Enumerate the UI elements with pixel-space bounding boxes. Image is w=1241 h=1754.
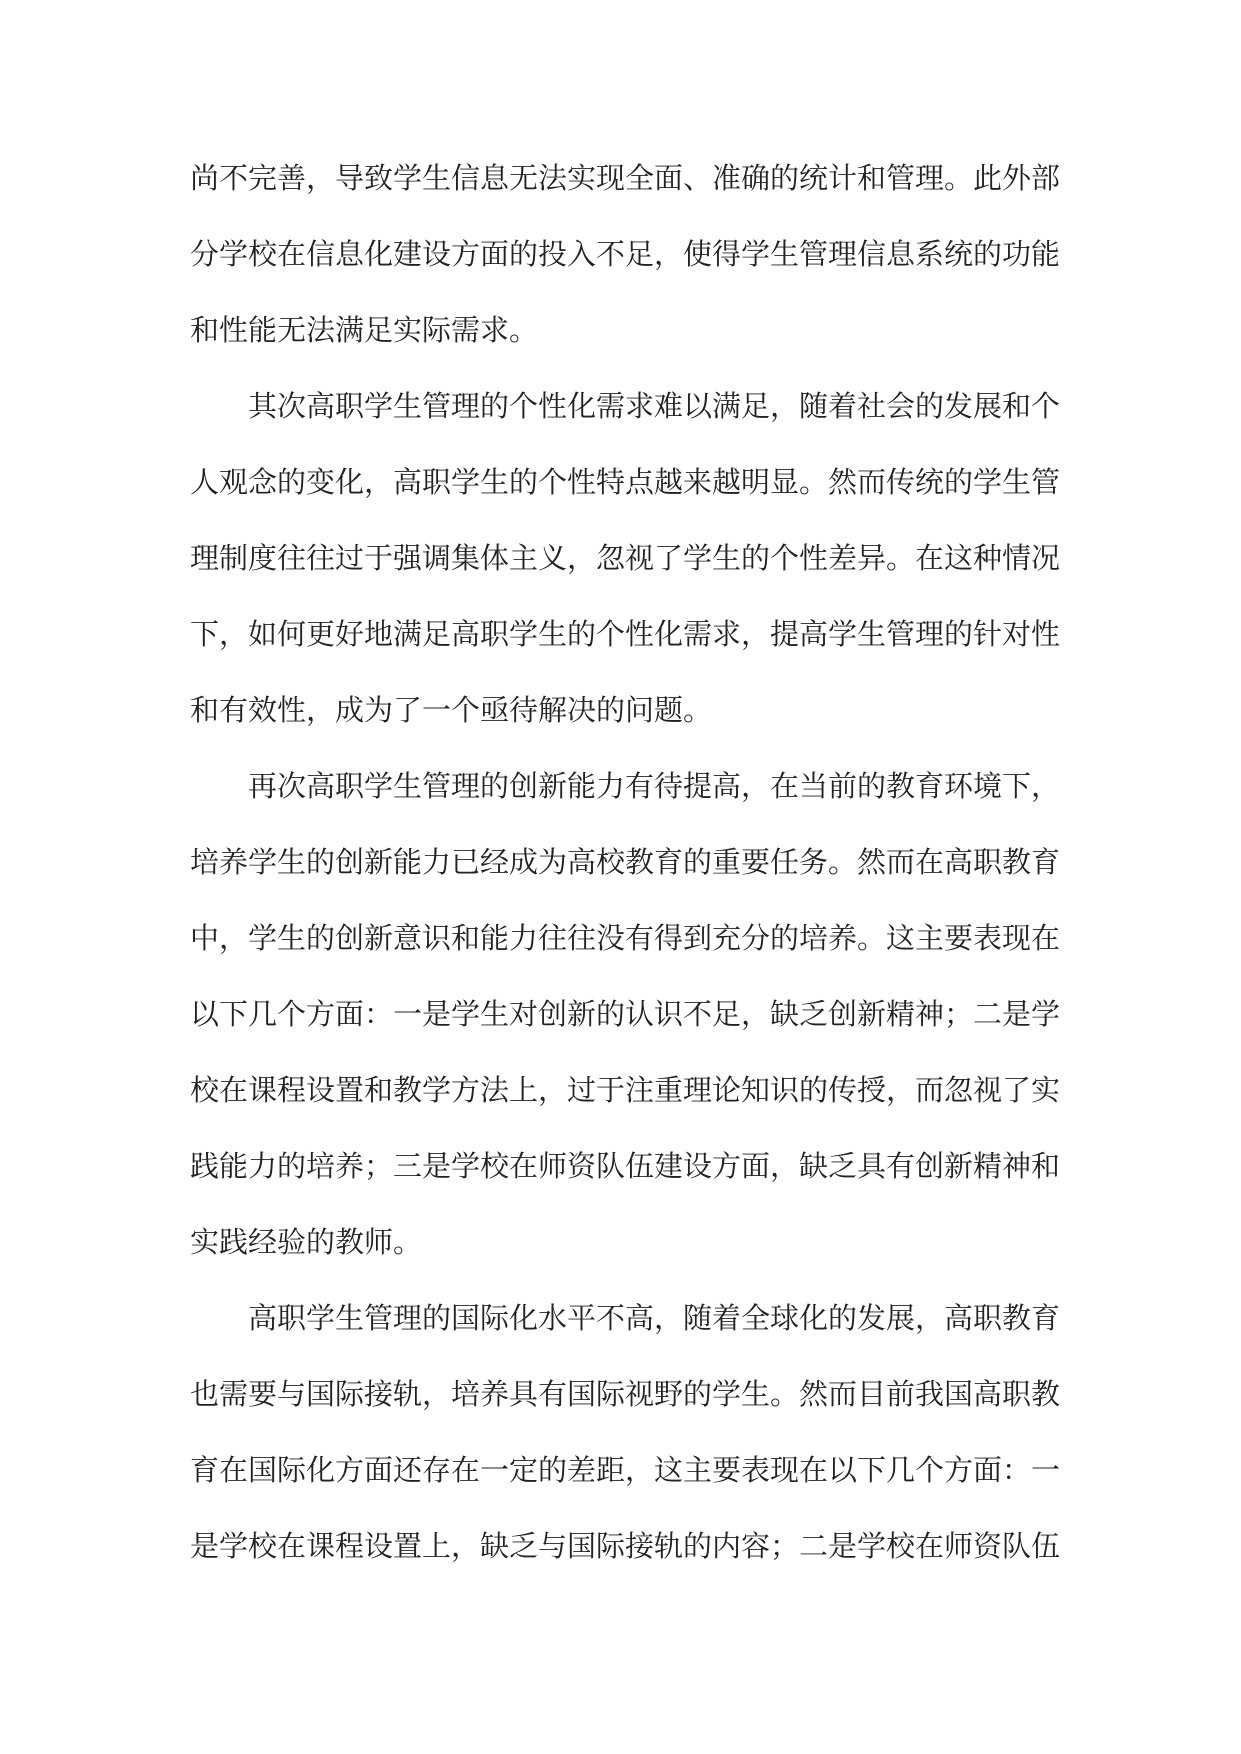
text-line: 理制度往往过于强调集体主义，忽视了学生的个性差异。在这种情况 (190, 541, 1061, 575)
paragraph-first-line: 其次高职学生管理的个性化需求难以满足，随着社会的发展和个 (248, 389, 1061, 423)
text-line: 践能力的培养；三是学校在师资队伍建设方面，缺乏具有创新精神和 (190, 1149, 1061, 1183)
text-line: 也需要与国际接轨，培养具有国际视野的学生。然而目前我国高职教 (190, 1377, 1061, 1411)
text-line: 下，如何更好地满足高职学生的个性化需求，提高学生管理的针对性 (190, 617, 1061, 651)
text-line: 分学校在信息化建设方面的投入不足，使得学生管理信息系统的功能 (190, 237, 1061, 271)
body-text (190, 140, 1060, 1584)
paragraph-first-line: 再次高职学生管理的创新能力有待提高，在当前的教育环境下， (248, 769, 1061, 803)
text-line: 中，学生的创新意识和能力往往没有得到充分的培养。这主要表现在 (190, 921, 1061, 955)
text-line: 以下几个方面：一是学生对创新的认识不足，缺乏创新精神；二是学 (190, 997, 1061, 1031)
text-line: 育在国际化方面还存在一定的差距，这主要表现在以下几个方面：一 (190, 1453, 1061, 1487)
text-line: 和有效性，成为了一个亟待解决的问题。 (190, 693, 713, 727)
text-line: 校在课程设置和教学方法上，过于注重理论知识的传授，而忽视了实 (190, 1073, 1061, 1107)
text-line: 尚不完善，导致学生信息无法实现全面、准确的统计和管理。此外部 (190, 161, 1061, 195)
text-line: 是学校在课程设置上，缺乏与国际接轨的内容；二是学校在师资队伍 (190, 1529, 1061, 1563)
text-line: 培养学生的创新能力已经成为高校教育的重要任务。然而在高职教育 (190, 845, 1061, 879)
paragraph-first-line: 高职学生管理的国际化水平不高，随着全球化的发展，高职教育 (248, 1301, 1061, 1335)
text-line: 人观念的变化，高职学生的个性特点越来越明显。然而传统的学生管 (190, 465, 1061, 499)
text-line: 和性能无法满足实际需求。 (190, 313, 539, 347)
text-line: 实践经验的教师。 (190, 1225, 423, 1259)
